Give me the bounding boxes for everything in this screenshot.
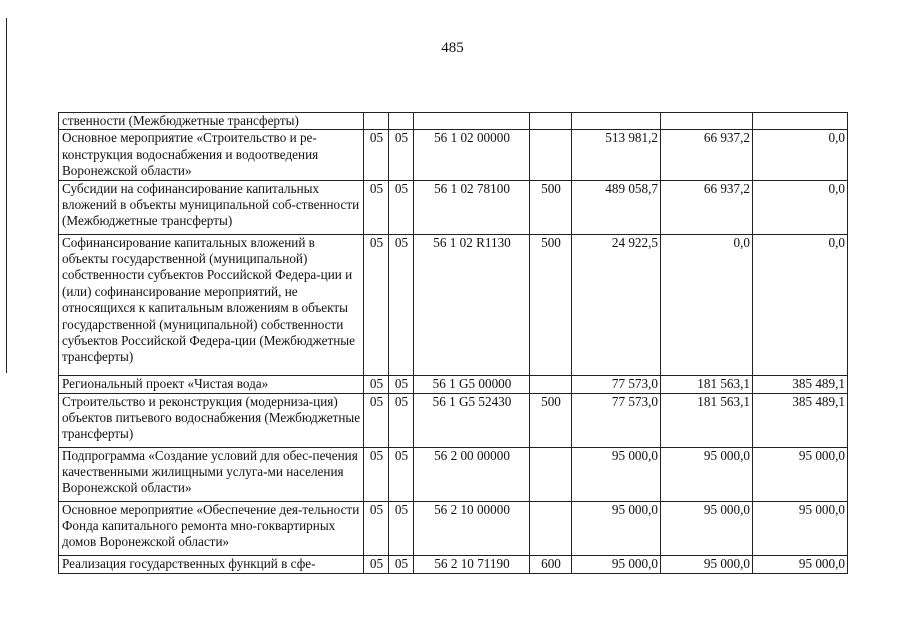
budget-table [58, 112, 848, 574]
cell-section: 05 [364, 375, 389, 393]
cell-amount-3: 0,0 [753, 180, 848, 234]
cell-amount-3 [753, 113, 848, 130]
cell-amount-1: 513 981,2 [572, 130, 661, 180]
cell-target-article: 56 2 10 00000 [414, 501, 530, 555]
cell-subsection: 05 [389, 375, 414, 393]
cell-amount-3: 385 489,1 [753, 393, 848, 447]
cell-amount-2: 95 000,0 [661, 501, 753, 555]
cell-amount-2: 95 000,0 [661, 447, 753, 501]
cell-target-article: 56 1 G5 52430 [414, 393, 530, 447]
cell-expense-type [530, 113, 572, 130]
table-row [59, 180, 848, 234]
cell-section: 05 [364, 130, 389, 180]
cell-section: 05 [364, 234, 389, 375]
cell-amount-3: 95 000,0 [753, 555, 848, 573]
cell-name: Субсидии на софинансирование капитальных вложений в объекты муниципальной соб-ственности (Межбюджетные трансферты) [59, 180, 364, 234]
cell-amount-1: 489 058,7 [572, 180, 661, 234]
table-row [59, 234, 848, 375]
cell-target-article: 56 1 G5 00000 [414, 375, 530, 393]
cell-subsection: 05 [389, 393, 414, 447]
cell-subsection: 05 [389, 501, 414, 555]
cell-amount-3: 0,0 [753, 234, 848, 375]
cell-subsection: 05 [389, 130, 414, 180]
cell-target-article: 56 1 02 00000 [414, 130, 530, 180]
cell-expense-type [530, 501, 572, 555]
cell-target-article: 56 2 00 00000 [414, 447, 530, 501]
cell-subsection: 05 [389, 180, 414, 234]
cell-subsection: 05 [389, 234, 414, 375]
page-edge-line [6, 18, 7, 373]
cell-section: 05 [364, 447, 389, 501]
cell-name: Региональный проект «Чистая вода» [59, 375, 364, 393]
cell-amount-2: 181 563,1 [661, 375, 753, 393]
cell-section: 05 [364, 393, 389, 447]
cell-expense-type: 500 [530, 180, 572, 234]
cell-name: Строительство и реконструкция (модерниза-ция) объектов питьевого водоснабжения (Межбюджетные трансферты) [59, 393, 364, 447]
cell-amount-2: 0,0 [661, 234, 753, 375]
cell-amount-1 [572, 113, 661, 130]
cell-expense-type [530, 130, 572, 180]
table-row [59, 113, 848, 130]
table-row [59, 393, 848, 447]
cell-section [364, 113, 389, 130]
cell-name: Основное мероприятие «Строительство и ре-конструкция водоснабжения и водоотведения Воронежской области» [59, 130, 364, 180]
cell-amount-2: 66 937,2 [661, 180, 753, 234]
cell-subsection: 05 [389, 447, 414, 501]
cell-subsection [389, 113, 414, 130]
cell-amount-2: 66 937,2 [661, 130, 753, 180]
cell-target-article: 56 2 10 71190 [414, 555, 530, 573]
table-row [59, 501, 848, 555]
cell-amount-2: 181 563,1 [661, 393, 753, 447]
table-row [59, 447, 848, 501]
cell-section: 05 [364, 501, 389, 555]
page-number: 485 [441, 40, 464, 56]
cell-expense-type: 500 [530, 234, 572, 375]
table-row [59, 130, 848, 180]
cell-name: ственности (Межбюджетные трансферты) [59, 113, 364, 130]
cell-name: Реализация государственных функций в сфе- [59, 555, 364, 573]
cell-name: Основное мероприятие «Обеспечение дея-тельности Фонда капитального ремонта мно-гоквартирных домов Воронежской области» [59, 501, 364, 555]
cell-amount-3: 0,0 [753, 130, 848, 180]
table-row [59, 555, 848, 573]
cell-expense-type [530, 375, 572, 393]
cell-amount-1: 95 000,0 [572, 447, 661, 501]
cell-name: Софинансирование капитальных вложений в объекты государственной (муниципальной) собственности субъектов Российской Федера-ции и (или) софинансирование мероприятий, не относящихся к капитальным вложениям в объекты государственной (муниципальной) собственности субъектов Российской Федера-ции (Межбюджетные трансферты) [59, 234, 364, 375]
cell-amount-1: 77 573,0 [572, 393, 661, 447]
cell-amount-1: 24 922,5 [572, 234, 661, 375]
cell-name: Подпрограмма «Создание условий для обес-печения качественными жилищными услуга-ми населения Воронежской области» [59, 447, 364, 501]
cell-target-article [414, 113, 530, 130]
cell-amount-3: 95 000,0 [753, 501, 848, 555]
cell-amount-3: 385 489,1 [753, 375, 848, 393]
cell-amount-1: 95 000,0 [572, 501, 661, 555]
cell-amount-1: 77 573,0 [572, 375, 661, 393]
cell-expense-type: 600 [530, 555, 572, 573]
table-row [59, 375, 848, 393]
cell-section: 05 [364, 555, 389, 573]
cell-target-article: 56 1 02 78100 [414, 180, 530, 234]
cell-amount-3: 95 000,0 [753, 447, 848, 501]
cell-amount-1: 95 000,0 [572, 555, 661, 573]
cell-section: 05 [364, 180, 389, 234]
cell-amount-2 [661, 113, 753, 130]
cell-expense-type: 500 [530, 393, 572, 447]
cell-subsection: 05 [389, 555, 414, 573]
cell-target-article: 56 1 02 R1130 [414, 234, 530, 375]
cell-amount-2: 95 000,0 [661, 555, 753, 573]
cell-expense-type [530, 447, 572, 501]
budget-table-body [59, 113, 848, 574]
